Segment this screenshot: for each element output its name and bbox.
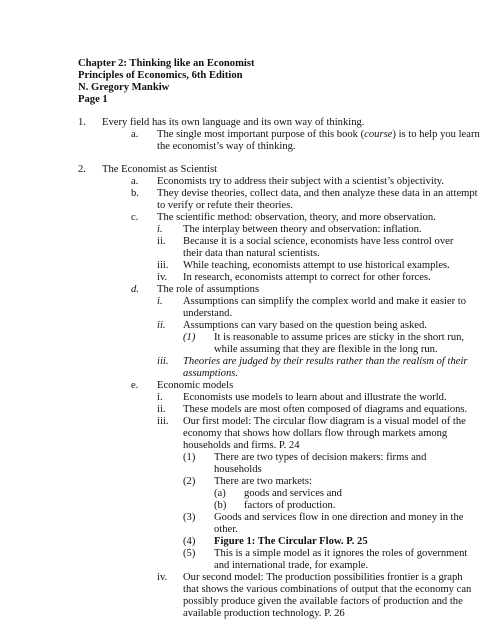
subitem-text: economy that shows how dollars flow through markets among bbox=[183, 428, 448, 439]
subitem-label: iii. bbox=[157, 356, 169, 367]
subsubitem-text: There are two markets: bbox=[214, 476, 312, 487]
subsubitem-label: (2) bbox=[183, 476, 196, 487]
subitem-text: that shows the various combinations of output that the economy can bbox=[183, 584, 472, 595]
subitem-label: i. bbox=[157, 296, 163, 307]
subitem-text: households and firms. P. 24 bbox=[183, 440, 300, 451]
subitem-text: In research, economists attempt to correct for other forces. bbox=[183, 272, 431, 283]
subsubitem-text: There are two types of decision makers: firms and bbox=[214, 452, 427, 463]
figure-reference: Figure 1: The Circular Flow. P. 25 bbox=[214, 536, 368, 547]
subitem-label: iv. bbox=[157, 572, 168, 583]
subitem-text: Because it is a social science, economists have less control over bbox=[183, 236, 454, 247]
subsubitem-text: while assuming that they are flexible in the long run. bbox=[214, 344, 438, 355]
subsubsubitem-label: (b) bbox=[214, 500, 227, 511]
subitem-label: iii. bbox=[157, 260, 169, 271]
section-heading: Every field has its own language and its own way of thinking. bbox=[102, 117, 365, 128]
item-label: c. bbox=[131, 212, 139, 223]
subsubitem-label: (4) bbox=[183, 536, 196, 547]
subsubsubitem-text: factors of production. bbox=[244, 500, 336, 511]
item-text: They devise theories, collect data, and then analyze these data in an attempt bbox=[157, 188, 478, 199]
subitem-text: While teaching, economists attempt to use historical examples. bbox=[183, 260, 450, 271]
subitem-text: Economists use models to learn about and illustrate the world. bbox=[183, 392, 447, 403]
subsubitem-text: and international trade, for example. bbox=[214, 560, 369, 571]
subitem-label: ii. bbox=[157, 236, 166, 247]
subitem-label: ii. bbox=[157, 320, 166, 331]
section-number: 2. bbox=[78, 164, 86, 175]
header-page-number: Page 1 bbox=[78, 94, 108, 105]
item-text: to verify or refute their theories. bbox=[157, 200, 293, 211]
subsubitem-label: (5) bbox=[183, 548, 196, 559]
item-label: d. bbox=[131, 284, 139, 295]
item-text: the economist’s way of thinking. bbox=[157, 141, 296, 152]
item-label: a. bbox=[131, 129, 139, 140]
subsubitem-text: Goods and services flow in one direction and money in the bbox=[214, 512, 464, 523]
subsubitem-text: This is a simple model as it ignores the roles of government bbox=[214, 548, 468, 559]
subsubitem-label: (1) bbox=[183, 452, 196, 463]
subitem-text: These models are most often composed of diagrams and equations. bbox=[183, 404, 468, 415]
subsubitem-text: households bbox=[214, 464, 262, 475]
item-text: Economists try to address their subject with a scientist’s objectivity. bbox=[157, 176, 445, 187]
item-text: The scientific method: observation, theory, and more observation. bbox=[157, 212, 436, 223]
subitem-text: assumptions. bbox=[183, 368, 239, 379]
section-number: 1. bbox=[78, 117, 86, 128]
subitem-text: Our first model: The circular flow diagram is a visual model of the bbox=[183, 416, 466, 427]
subitem-text: available production technology. P. 26 bbox=[183, 608, 345, 619]
subsubsubitem-label: (a) bbox=[214, 488, 226, 499]
subitem-text: Assumptions can vary based on the question being asked. bbox=[183, 320, 427, 331]
subitem-label: iii. bbox=[157, 416, 169, 427]
header-chapter-title: Chapter 2: Thinking like an Economist bbox=[78, 58, 255, 69]
section-heading: The Economist as Scientist bbox=[102, 164, 218, 175]
subsubitem-label: (3) bbox=[183, 512, 196, 523]
subitem-label: iv. bbox=[157, 272, 168, 283]
subitem-text: The interplay between theory and observation: inflation. bbox=[183, 224, 422, 235]
subitem-text: their data than natural scientists. bbox=[183, 248, 320, 259]
item-label: e. bbox=[131, 380, 139, 391]
header-author: N. Gregory Mankiw bbox=[78, 82, 170, 93]
subitem-text: Assumptions can simplify the complex world and make it easier to bbox=[183, 296, 467, 307]
subitem-text: possibly produce given the available factors of production and the bbox=[183, 596, 463, 607]
item-text: The role of assumptions bbox=[157, 284, 260, 295]
item-text: Economic models bbox=[157, 380, 234, 391]
subitem-text: understand. bbox=[183, 308, 233, 319]
header-book-title: Principles of Economics, 6th Edition bbox=[78, 70, 243, 81]
subsubsubitem-text: goods and services and bbox=[244, 488, 342, 499]
subitem-label: i. bbox=[157, 392, 163, 403]
item-label: a. bbox=[131, 176, 139, 187]
subsubitem-label: (1) bbox=[183, 332, 196, 343]
item-label: b. bbox=[131, 188, 139, 199]
subitem-label: i. bbox=[157, 224, 163, 235]
subitem-text: Our second model: The production possibilities frontier is a graph bbox=[183, 572, 463, 583]
subsubitem-text: It is reasonable to assume prices are sticky in the short run, bbox=[214, 332, 465, 343]
item-text: The single most important purpose of this book (course) is to help you learn bbox=[157, 129, 480, 140]
subitem-label: ii. bbox=[157, 404, 166, 415]
subsubitem-text: other. bbox=[214, 524, 238, 535]
subitem-text: Theories are judged by their results rather than the realism of their bbox=[183, 356, 468, 367]
